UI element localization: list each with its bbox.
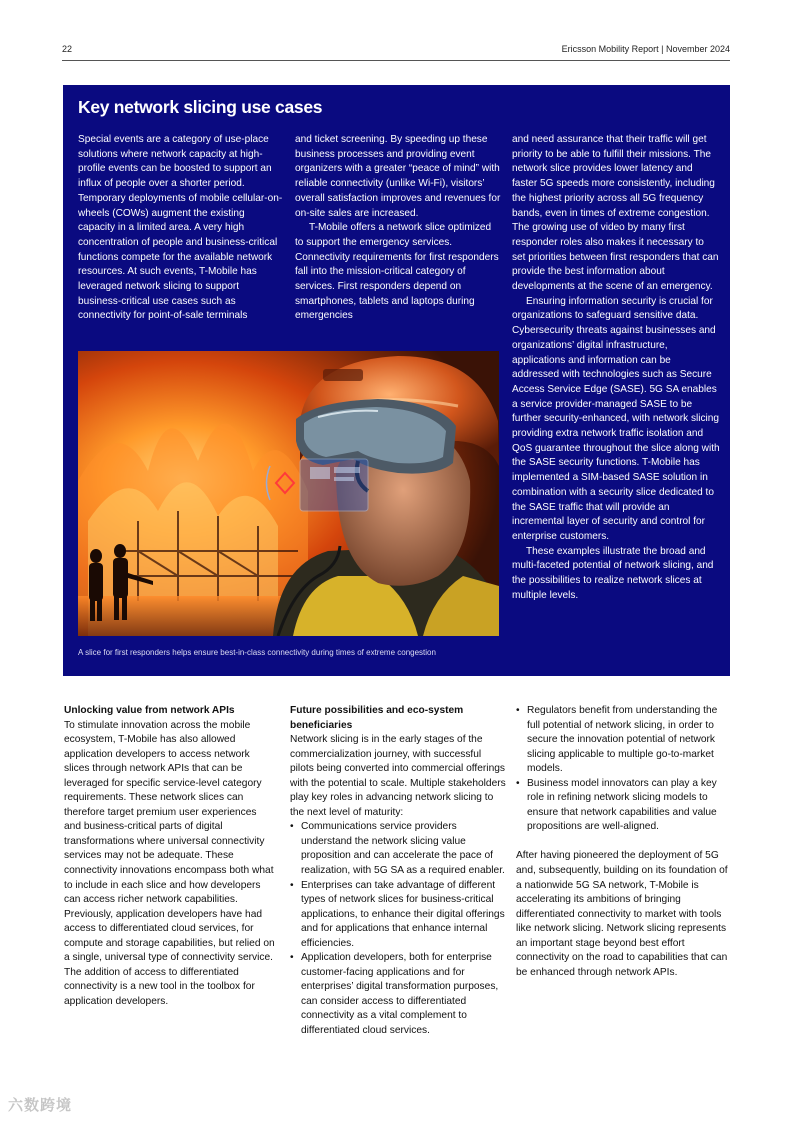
body-column-2 (290, 704, 506, 1039)
panel-col1-text: Special events are a category of use-place solutions where network capacity at high-profile events can be boosted to support an influx of people over a shorter period. Temporary deployments of mobile cellular-on-wheels (COWs) augment the existing capacity in a limited area. A very high concentration of people and business-critical functions compete for the available network resources. At such events, T-Mobile has leveraged network slicing to support business-critical use cases such as connectivity for point-of-sale terminals (78, 134, 283, 322)
future-intro: Network slicing is in the early stages of the commercialization journey, with successful pilots being converted into commercial offerings with the potential to scale. Multiple stakeholders play key roles in advancing network slicing to the next level of maturity: (290, 734, 506, 818)
panel-col3-paragraph-3: These examples illustrate the broad and multi-faceted potential of network slicing, and the possibilities to realize network slices at multiple levels. (512, 545, 714, 601)
photo-caption: A slice for first responders helps ensure best-in-class connectivity during times of extreme congestion (78, 648, 436, 657)
firefighter-illustration (78, 351, 499, 636)
panel-column-2 (295, 133, 501, 324)
stakeholder-list (290, 820, 506, 1038)
body-column-1 (64, 704, 276, 1009)
apis-heading: Unlocking value from network APIs (64, 705, 235, 716)
panel-col3-paragraph-2: Ensuring information security is crucial for organizations to safeguard sensitive data. Cybersecurity threats against businesses and organizations’ digital infrastructure, applications and information can be addressed with technologies such as Secure Access Service Edge (SASE). 5G SA enables a service provider-managed SASE to be further security-enhanced, with network slicing providing extra network traffic isolation and QoS guarantee throughout the slice along with the SASE security functions. T-Mobile has implemented a SIM-based SASE solution in combination with a security slice dedicated to the SASE traffic that will provide an incremental layer of security and control for enterprise customers. (512, 295, 720, 542)
panel-column-1 (78, 133, 283, 324)
conclusion-paragraph: After having pioneered the deployment of 5G and, subsequently, building on its foundation of a nationwide 5G SA network, T-Mobile is accelerating its ambitions of bringing differentiated connectivity to market with tools like network slicing. Network slicing represents an important stage beyond best effort connectivity on the road to capabilities that can be enhanced through network APIs. (516, 850, 728, 978)
panel-column-3 (512, 133, 720, 604)
panel-title: Key network slicing use cases (78, 97, 323, 117)
page-header (62, 42, 730, 61)
apis-paragraph: To stimulate innovation across the mobile ecosystem, T-Mobile has also allowed application developers to access network slices through network APIs that can be leveraged for specific service-level category requirements. These network slices can therefore target premium user experiences and business-critical parts of digital transformations where universal connectivity services may not be adequate. These connectivity innovations encompass both what to include in each slice and how developers can access richer network capabilities. Previously, application developers have had access to differentiated cloud services, for compute and storage capabilities, but relied on a single, universal type of connectivity service. The addition of access to differentiated connectivity is a new tool in the toolbox for application developers. (64, 719, 275, 1007)
report-title: Ericsson Mobility Report | November 2024 (561, 44, 730, 54)
list-item: • Communications service providers understand the network slicing value proposition and can accelerate the pace of realization, with 5G SA as a required enabler. (290, 820, 506, 878)
list-item: • Business model innovators can play a key role in refining network slicing models to ensure that network capabilities and value propositions are well-aligned. (516, 777, 732, 835)
body-column-3 (516, 704, 732, 980)
use-cases-panel (63, 85, 730, 676)
list-item: • Application developers, both for enterprise customer-facing applications and for enterprises’ digital transformation purposes, can consider access to differentiated connectivity as a vital complement to differentiated cloud services. (290, 951, 506, 1038)
list-item: • Regulators benefit from understanding the full potential of network slicing, in order to secure the innovation potential of network slicing applicable to multiple go-to-market models. (516, 704, 732, 777)
panel-col2-paragraph-2: T-Mobile offers a network slice optimized to support the emergency services. Connectivity requirements for first responders fall into the mission-critical category of services. First responders depend on smartphones, tablets and laptops during emergencies (295, 222, 499, 322)
list-item: • Enterprises can take advantage of different types of network slices for business-critical applications, to enhance their digital offerings and for applications that enhance internal efficiencies. (290, 879, 506, 952)
firefighter-photo (78, 351, 499, 636)
panel-col2-paragraph-1: and ticket screening. By speeding up these business processes and providing event organizers with a greater “peace of mind” with reliable connectivity (unlike Wi-Fi), visitors’ overall satisfaction improves and revenues for on-site sales are increased. (295, 134, 501, 219)
watermark-logo: 六数跨境 (8, 1097, 73, 1114)
page-number: 22 (62, 44, 73, 54)
stakeholder-list-continued (516, 704, 732, 835)
future-heading: Future possibilities and eco-system beneficiaries (290, 705, 464, 731)
panel-col3-paragraph-1: and need assurance that their traffic will get priority to be able to fulfill their missions. The network slice provides lower latency and faster 5G speeds more consistently, including the highest priority across all 5G frequency bands, even in times of extreme congestion. The growing use of video by many first responder roles also makes it necessary to set priorities between first responders that can provide the best information about developments at the scene of an emergency. (512, 134, 719, 293)
